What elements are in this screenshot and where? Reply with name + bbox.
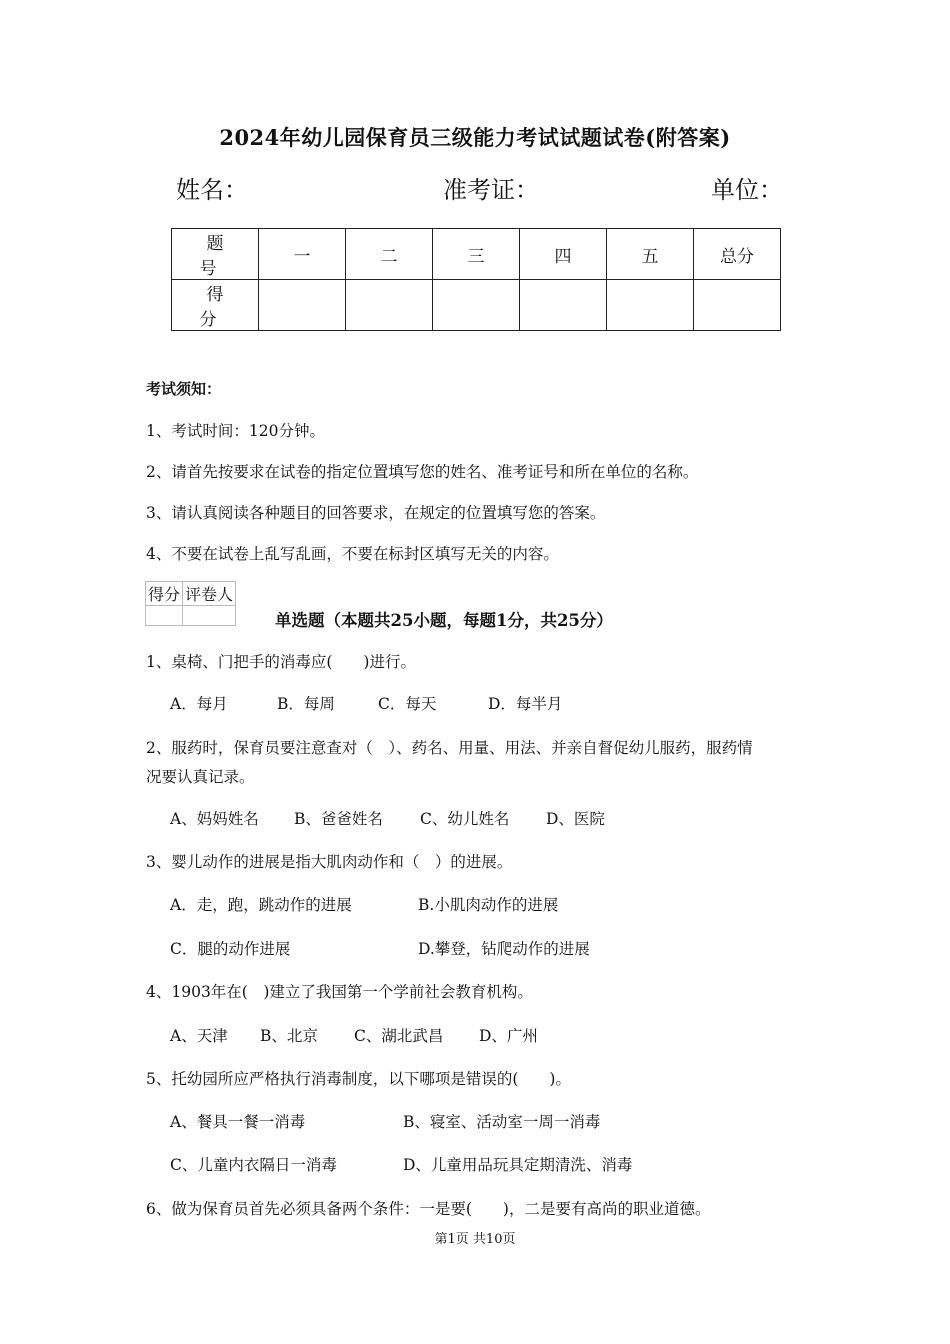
- option: B、寝室、活动室一周一消毒: [403, 1113, 601, 1131]
- score-header-cell: 三: [433, 229, 520, 280]
- grader-box: [145, 581, 236, 626]
- score-row-label: 得 分: [172, 280, 259, 331]
- score-header-cell: 总分: [694, 229, 781, 280]
- notice-item: 3、请认真阅读各种题目的回答要求，在规定的位置填写您的答案。: [146, 504, 606, 522]
- option: D．每半月: [488, 695, 563, 713]
- score-cell[interactable]: [433, 280, 520, 331]
- grader-score-cell[interactable]: [146, 606, 183, 626]
- option: C、幼儿姓名: [420, 810, 510, 828]
- page-title: 2024年幼儿园保育员三级能力考试试题试卷(附答案): [219, 125, 731, 150]
- question-text: 6、做为保育员首先必须具备两个条件：一是要( )，二是要有高尚的职业道德。: [146, 1200, 711, 1218]
- option: D、儿童用品玩具定期清洗、消毒: [403, 1156, 633, 1174]
- name-label: 姓名：: [176, 176, 248, 204]
- question-text: 1、桌椅、门把手的消毒应( )进行。: [146, 653, 416, 671]
- notice-item: 4、不要在试卷上乱写乱画，不要在标封区填写无关的内容。: [146, 545, 559, 563]
- grader-reviewer-cell[interactable]: [183, 606, 236, 626]
- option: C．腿的动作进展: [170, 940, 291, 958]
- grader-score-label: 得分: [146, 582, 183, 606]
- notice-item: 2、请首先按要求在试卷的指定位置填写您的姓名、准考证号和所在单位的名称。: [146, 463, 699, 481]
- option: B．每周: [277, 695, 335, 713]
- grader-reviewer-label: 评卷人: [183, 582, 236, 606]
- ticket-label: 准考证：: [443, 176, 539, 204]
- option: A、天津: [170, 1027, 228, 1045]
- option: A．走，跑，跳动作的进展: [170, 896, 352, 914]
- notice-item: 1、考试时间：120分钟。: [146, 422, 325, 440]
- score-table-row: [172, 280, 781, 331]
- option: C．每天: [378, 695, 437, 713]
- score-table-header-row: [172, 229, 781, 280]
- unit-label: 单位：: [711, 176, 783, 204]
- score-cell[interactable]: [520, 280, 607, 331]
- score-header-cell: 一: [259, 229, 346, 280]
- option: B、北京: [260, 1027, 318, 1045]
- score-table: [171, 228, 781, 331]
- page-footer: 第1页 共10页: [434, 1232, 516, 1247]
- question-text: 2、服药时，保育员要注意查对（ ）、药名、用量、用法、并亲自督促幼儿服药，服药情: [146, 739, 753, 757]
- option: B、爸爸姓名: [294, 810, 383, 828]
- score-header-cell: 二: [346, 229, 433, 280]
- option: A、妈妈姓名: [170, 810, 259, 828]
- question-text-continued: 况要认真记录。: [146, 768, 255, 786]
- option: C、湖北武昌: [354, 1027, 444, 1045]
- question-text: 5、托幼园所应严格执行消毒制度，以下哪项是错误的( )。: [146, 1070, 571, 1088]
- option: B.小肌肉动作的进展: [418, 896, 559, 914]
- option: D.攀登，钻爬动作的进展: [418, 940, 590, 958]
- notice-heading: 考试须知：: [146, 380, 222, 398]
- score-header-cell: 五: [607, 229, 694, 280]
- score-cell[interactable]: [346, 280, 433, 331]
- option: A、餐具一餐一消毒: [170, 1113, 306, 1131]
- section-heading: 单选题（本题共25小题，每题1分，共25分）: [275, 611, 613, 630]
- option: D、广州: [479, 1027, 538, 1045]
- score-cell[interactable]: [259, 280, 346, 331]
- score-cell[interactable]: [694, 280, 781, 331]
- question-text: 4、1903年在( )建立了我国第一个学前社会教育机构。: [146, 983, 533, 1001]
- option: A．每月: [170, 695, 228, 713]
- option: C、儿童内衣隔日一消毒: [170, 1156, 337, 1174]
- score-header-cell: 题 号: [172, 229, 259, 280]
- option: D、医院: [546, 810, 605, 828]
- question-text: 3、婴儿动作的进展是指大肌肉动作和（ ）的进展。: [146, 853, 513, 871]
- score-header-cell: 四: [520, 229, 607, 280]
- score-cell[interactable]: [607, 280, 694, 331]
